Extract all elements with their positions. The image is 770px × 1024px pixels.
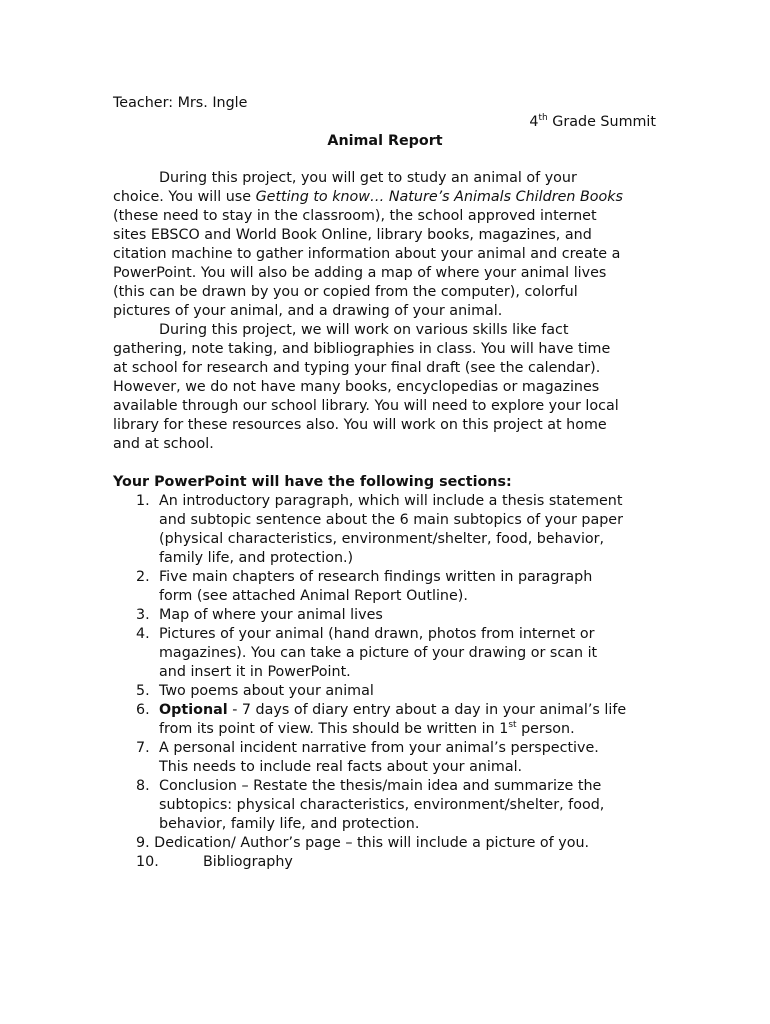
text-line: However, we do not have many books, encyclopedias or magazines: [113, 379, 600, 395]
list-number: 5.: [136, 683, 150, 699]
list-item-continued: family life, and protection.): [159, 550, 354, 566]
text-line: During this project, you will get to study an animal of your: [159, 170, 577, 186]
list-item: [113, 853, 665, 872]
sections-list: [113, 492, 665, 872]
list-text: A personal incident narrative from your animal’s perspective.: [159, 740, 599, 756]
text-line: (these need to stay in the classroom), the school approved internet: [113, 208, 597, 224]
text-line: and at school.: [113, 436, 214, 452]
list-text: Five main chapters of research findings written in paragraph: [159, 569, 593, 585]
grade-ordinal: th: [538, 113, 548, 123]
paragraph-intro: [113, 169, 665, 321]
text-line: available through our school library. You will need to explore your local: [113, 398, 619, 414]
list-number: 8.: [136, 778, 150, 794]
list-item: [113, 492, 665, 511]
list-item-continued: subtopics: physical characteristics, environment/shelter, food,: [159, 797, 605, 813]
list-text: person.: [516, 721, 575, 737]
list-item-continued: form (see attached Animal Report Outline).: [159, 588, 468, 604]
text-line: library for these resources also. You will work on this project at home: [113, 417, 607, 433]
list-number: 6.: [136, 702, 150, 718]
list-text: Pictures of your animal (hand drawn, photos from internet or: [159, 626, 595, 642]
list-item: 9. Dedication/ Author’s page – this will include a picture of you.: [136, 835, 590, 851]
teacher-name: Teacher: Mrs. Ingle: [113, 95, 248, 111]
list-item-continued: magazines). You can take a picture of your drawing or scan it: [159, 645, 598, 661]
list-item: [113, 701, 665, 720]
list-item-continued: and insert it in PowerPoint.: [159, 664, 351, 680]
list-item: [113, 625, 665, 644]
text-line: [113, 188, 665, 207]
list-text: from its point of view. This should be written in 1: [159, 721, 509, 737]
list-item: [113, 777, 665, 796]
page-title: Animal Report: [327, 133, 443, 149]
text-line: gathering, note taking, and bibliographies in class. You will have time: [113, 341, 611, 357]
text-line: at school for research and typing your final draft (see the calendar).: [113, 360, 601, 376]
list-text: Two poems about your animal: [159, 683, 374, 699]
list-text: Map of where your animal lives: [159, 607, 383, 623]
document-body: [113, 169, 665, 872]
list-item-continued: (physical characteristics, environment/shelter, food, behavior,: [159, 531, 605, 547]
list-item-continued: behavior, family life, and protection.: [159, 816, 420, 832]
grade-number: 4: [529, 114, 539, 130]
list-item: [113, 739, 665, 758]
text-line: sites EBSCO and World Book Online, library books, magazines, and: [113, 227, 592, 243]
list-item-continued: and subtopic sentence about the 6 main subtopics of your paper: [159, 512, 623, 528]
list-number: 2.: [136, 569, 150, 585]
list-item-continued: This needs to include real facts about your animal.: [159, 759, 523, 775]
paragraph-skills: [113, 321, 665, 454]
text-line: citation machine to gather information about your animal and create a: [113, 246, 621, 262]
list-number: 7.: [136, 740, 150, 756]
grade-label: [529, 113, 656, 132]
spacer: [113, 454, 665, 473]
text-span: choice. You will use: [113, 189, 256, 205]
text-line: (this can be drawn by you or copied from the computer), colorful: [113, 284, 578, 300]
list-text: An introductory paragraph, which will include a thesis statement: [159, 493, 623, 509]
list-text: - 7 days of diary entry about a day in your animal’s life: [227, 702, 627, 718]
book-title: Getting to know… Nature’s Animals Children Books: [255, 189, 624, 205]
list-text: Bibliography: [203, 854, 293, 870]
sections-heading: Your PowerPoint will have the following sections:: [113, 474, 512, 490]
ordinal-suffix: st: [508, 720, 517, 730]
list-number: 3.: [136, 607, 150, 623]
text-line: PowerPoint. You will also be adding a map of where your animal lives: [113, 265, 607, 281]
grade-rest: Grade Summit: [547, 114, 656, 130]
list-item-continued: [113, 720, 665, 739]
list-number: 1.: [136, 493, 150, 509]
list-text: Conclusion – Restate the thesis/main idea and summarize the: [159, 778, 602, 794]
list-item: [113, 606, 665, 625]
optional-label: Optional: [159, 702, 228, 718]
list-item: [113, 682, 665, 701]
text-line: During this project, we will work on various skills like fact: [159, 322, 569, 338]
list-item: [113, 568, 665, 587]
text-line: pictures of your animal, and a drawing of your animal.: [113, 303, 503, 319]
list-number: 10.: [136, 854, 159, 870]
list-number: 4.: [136, 626, 150, 642]
